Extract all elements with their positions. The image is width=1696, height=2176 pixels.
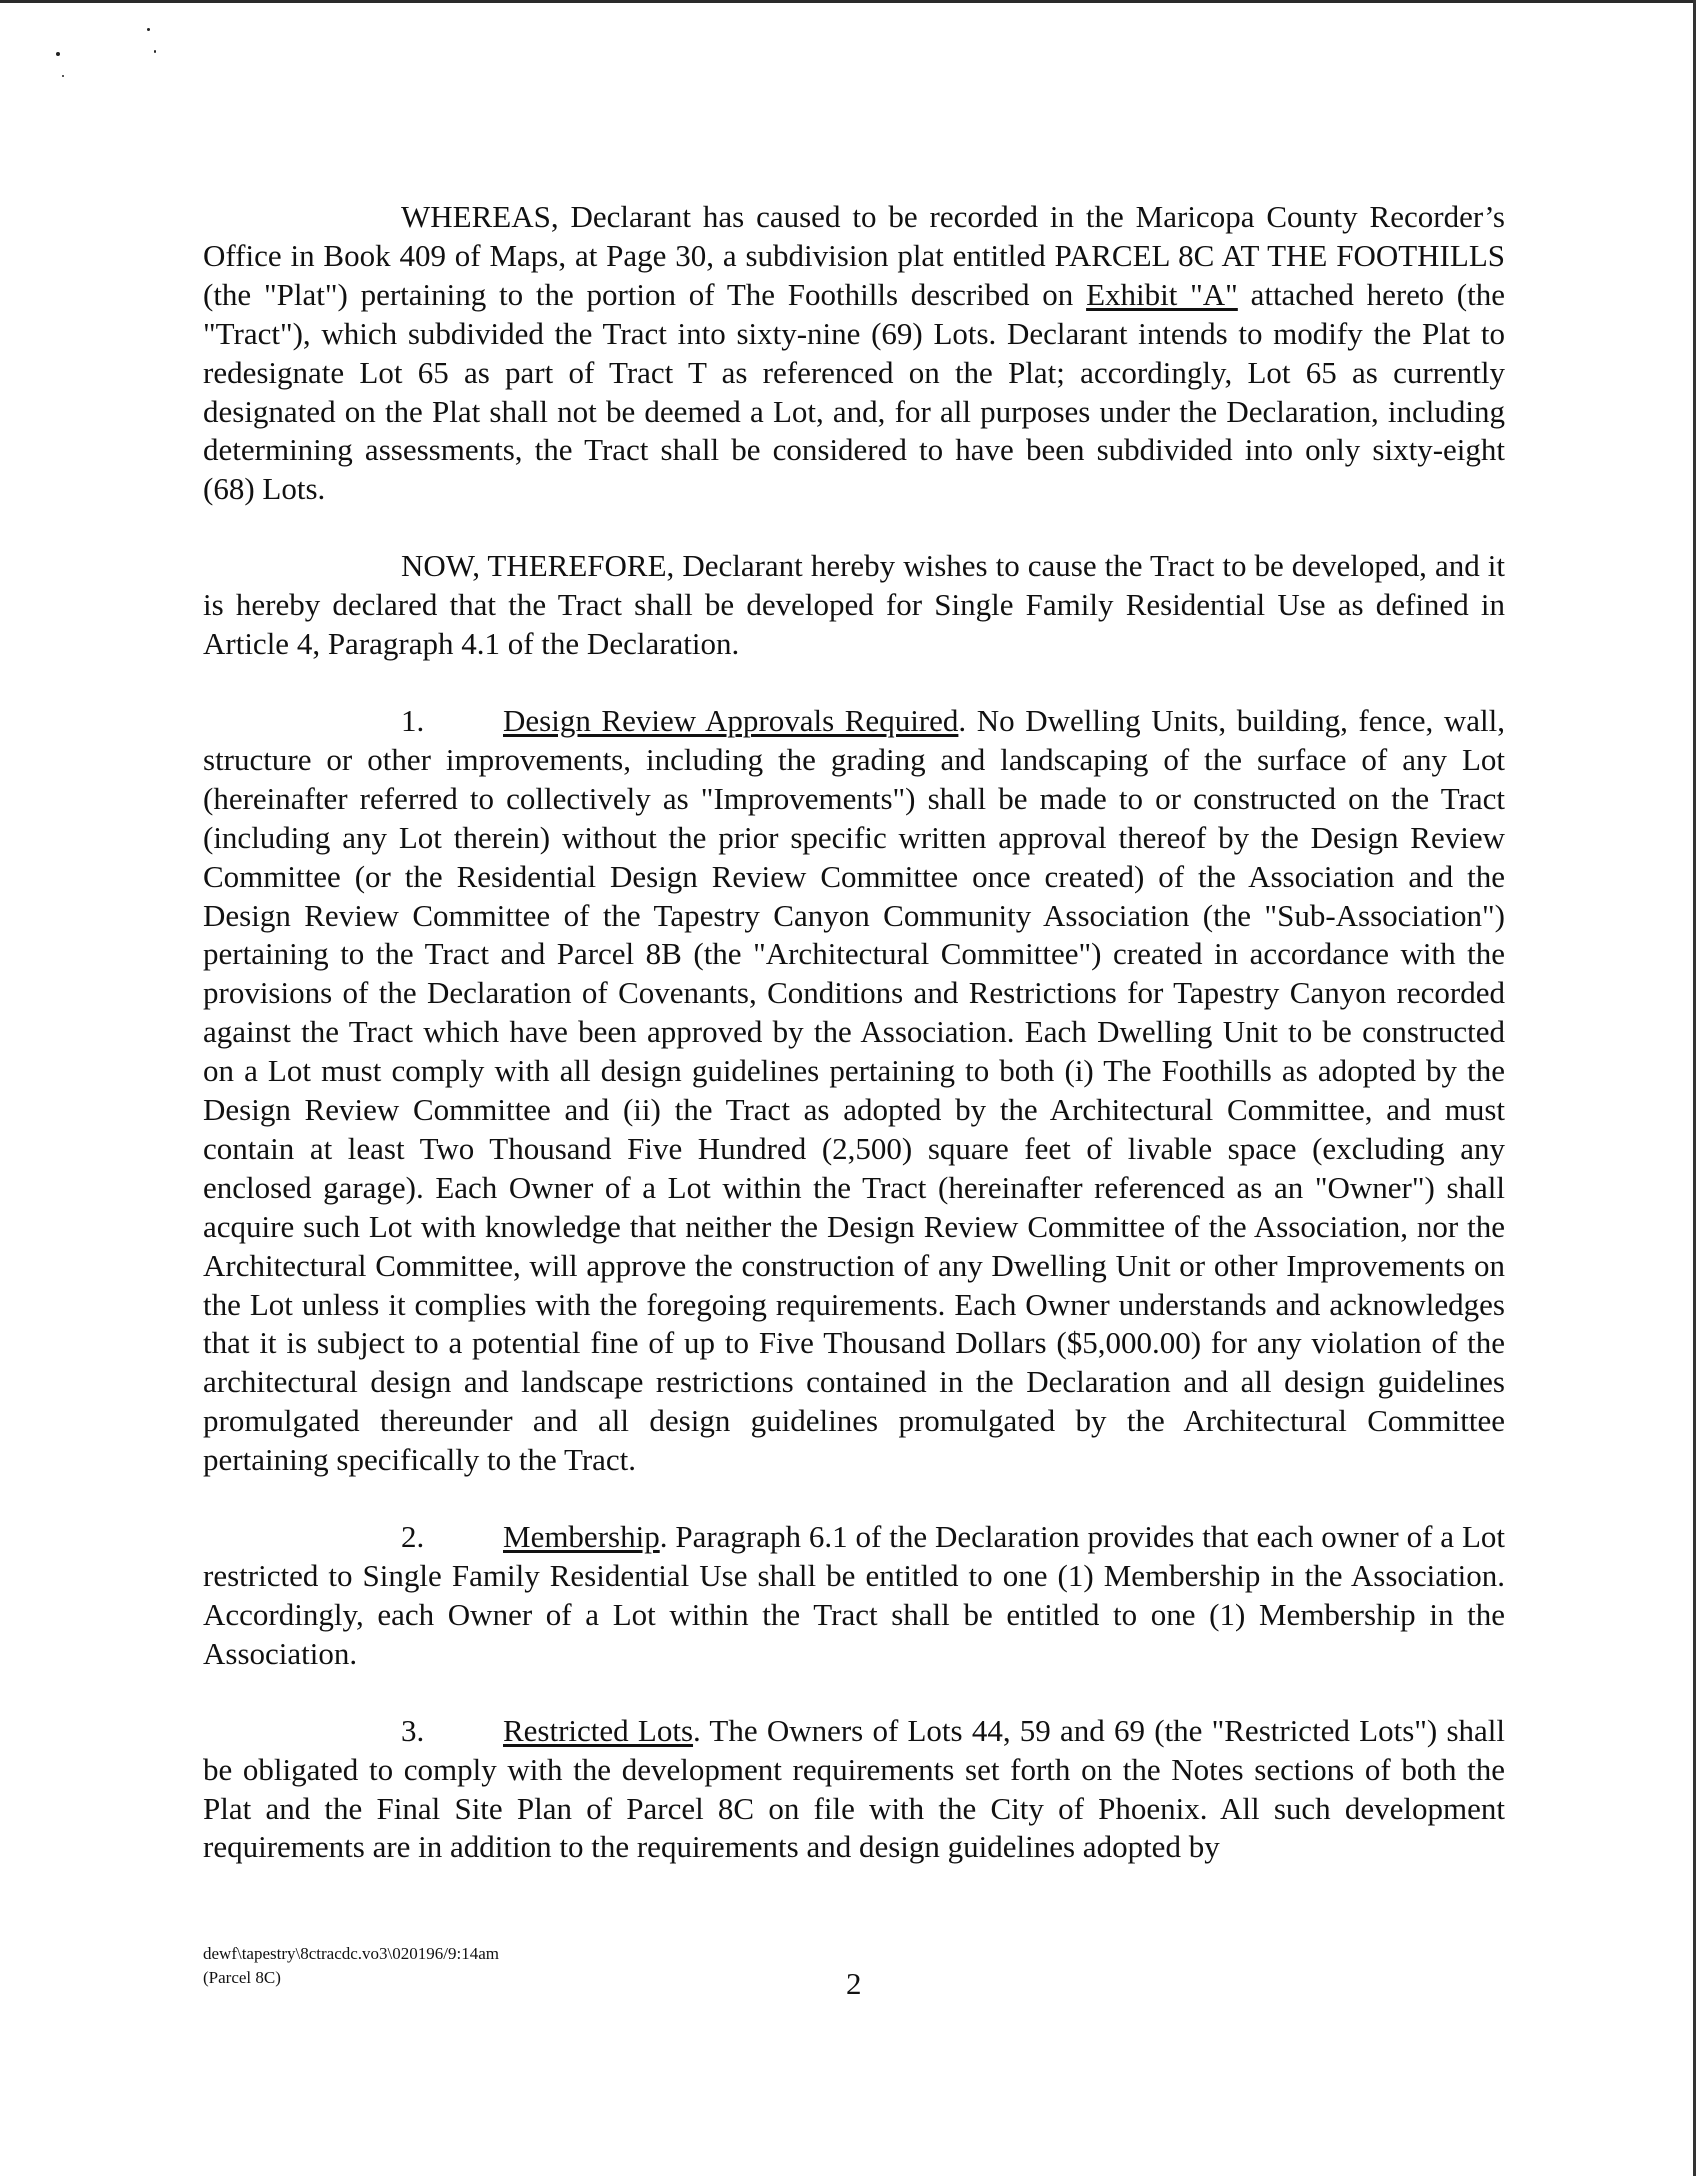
section-text: . No Dwelling Units, building, fence, wall, structure or other improvements, including the grading and landscaping of the surface of any Lot (hereinafter referred to collectively as "Improvements") shall be made to or constructed on the Tract (including any Lot therein) without the prior specific written approval thereof by the Design Review Committee (or the Residential Design Review Committee once created) of the Association and the Design Review Committee of the Tapestry Canyon Community Association (the "Sub-Association") pertaining to the Tract and Parcel 8B (the "Architectural Committee") created in accordance with the provisions of the Declaration of Covenants, Conditions and Restrictions for Tapestry Canyon recorded against the Tract which have been approved by the Association. Each Dwelling Unit to be constructed on a Lot must comply with all design guidelines pertaining to both (i) The Foothills as adopted by the Design Review Committee and (ii) the Tract as adopted by the Architectural Committee, and must contain at least Two Thousand Five Hundred (2,500) square feet of livable space (excluding any enclosed garage). Each Owner of a Lot within the Tract (hereinafter referenced as an "Owner") shall acquire such Lot with knowledge that neither the Design Review Committee of the Association, nor the Architectural Committee, will approve the construction of any Dwelling Unit or other Improvements on the Lot unless it complies with the foregoing requirements. Each Owner understands and acknowledges that it is subject to a potential fine of up to Five Thousand Dollars ($5,000.00) for any violation of the architectural design and landscape restrictions contained in the Declaration and all design guidelines promulgated thereunder and all design guidelines promulgated by the Architectural Committee pertaining specifically to the Tract.: [203, 702, 1505, 1478]
section-text: . The Owners of Lots 44, 59 and 69 (the "Restricted Lots") shall be obligated to comply with the development requirements set forth on the Notes sections of both the Plat and the Final Site Plan of Parcel 8C on file with the City of Phoenix. All such development requirements are in addition to the requirements and design guidelines adopted by: [203, 1712, 1506, 1865]
now-therefore-text: NOW, THEREFORE, Declarant hereby wishes to cause the Tract to be developed, and it is hereby declared that the Tract shall be developed for Single Family Residential Use as defined in Article 4, Paragraph 4.1 of the Declaration.: [203, 548, 1505, 662]
scan-edge-top: [0, 0, 1696, 3]
section-number: 1.: [401, 702, 425, 738]
footer-file-reference: [203, 1942, 499, 1990]
section-heading: Restricted Lots: [503, 1712, 694, 1748]
document-body: [203, 198, 1505, 1905]
whereas-text-part-1: WHEREAS, Declarant has caused to be recorded in the Maricopa County Recorder’s Office in Book 409 of Maps, at Page 30, a subdivision plat entitled PARCEL 8C AT THE FOOTHILLS (the "Plat") pertaining to the portion of The Foothills described on: [203, 199, 1505, 312]
file-path: dewf\tapestry\8ctracdc.vo3\020196/9:14am: [203, 1944, 499, 1963]
parcel-label: (Parcel 8C): [203, 1968, 281, 1987]
section-heading: Membership: [503, 1519, 660, 1555]
scan-speck: [56, 52, 60, 56]
paragraph-now-therefore: [203, 547, 1505, 664]
section-text: . Paragraph 6.1 of the Declaration provides that each owner of a Lot restricted to Single Family Residential Use shall be entitled to one (1) Membership in the Association. Accordingly, each Owner of a Lot within the Tract shall be entitled to one (1) Membership in the Association.: [203, 1519, 1505, 1671]
section-2-membership: [203, 1518, 1505, 1674]
section-3-restricted-lots: [203, 1712, 1505, 1868]
scan-speck: [62, 75, 64, 77]
scan-speck: [154, 50, 156, 53]
scan-speck: [147, 28, 150, 31]
paragraph-whereas: [203, 198, 1505, 509]
section-number: 2.: [401, 1519, 425, 1555]
page-number: 2: [846, 1966, 862, 2001]
whereas-text-part-2: attached hereto (the "Tract"), which subdivided the Tract into sixty-nine (69) Lots. Declarant intends to modify the Plat to redesignate Lot 65 as part of Tract T as referenced on the Plat; accordingly, Lot 65 as currently designated on the Plat shall not be deemed a Lot, and, for all purposes under the Declaration, including determining assessments, the Tract shall be considered to have been subdivided into only sixty-eight (68) Lots.: [203, 276, 1505, 507]
section-heading: Design Review Approvals Required: [503, 702, 959, 738]
exhibit-a-reference: Exhibit "A": [1086, 276, 1238, 312]
section-1-design-review: [203, 702, 1505, 1480]
section-number: 3.: [401, 1712, 425, 1748]
